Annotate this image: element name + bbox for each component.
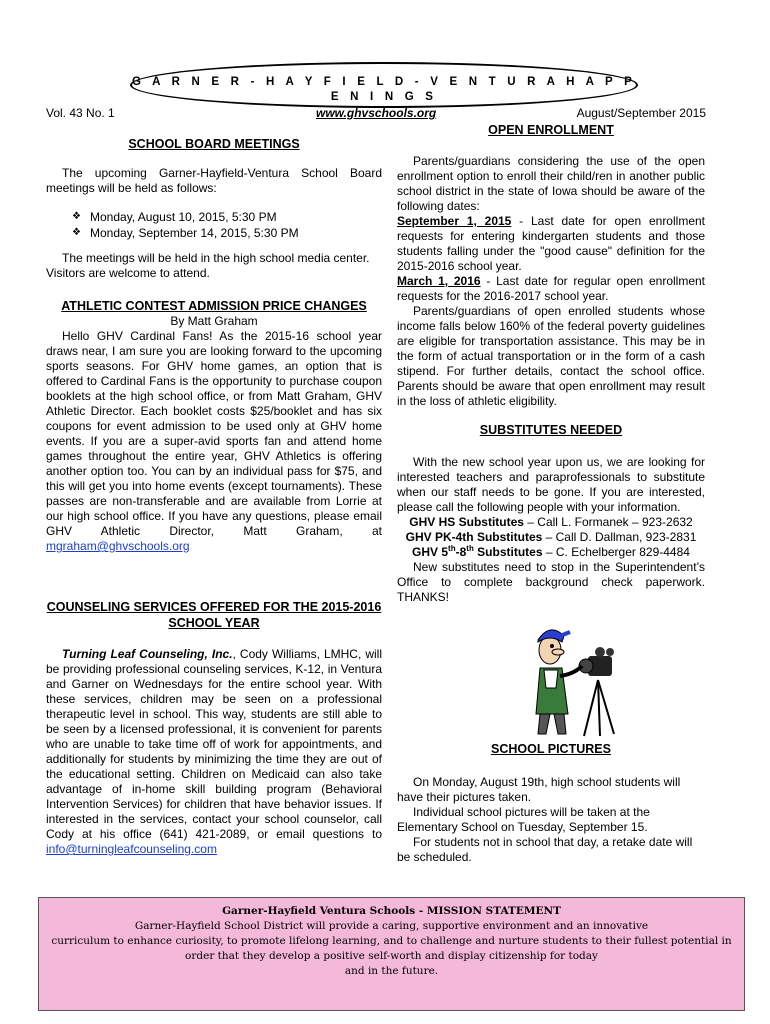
athletic-section (46, 298, 382, 554)
mission-statement-box (38, 897, 745, 1011)
substitutes-section (397, 422, 705, 605)
issue-line (46, 106, 706, 122)
meeting-list (46, 209, 382, 241)
website-link[interactable]: www.ghvschools.org (316, 106, 437, 120)
diamond-bullet-icon: ❖ (72, 227, 81, 238)
counseling-email-link[interactable]: info@turningleafcounseling.com (46, 842, 217, 856)
open-enrollment-date2: March 1, 2016 - Last date for regular open enrollment requests for the 2016-2017 school year. (397, 274, 706, 303)
substitutes-intro: With the new school year upon us, we are looking for interested teachers and paraprofessionals to substitute when our staff needs to be gone. If you are interested, please call the following people with your information. (397, 455, 705, 514)
school-pictures-title: SCHOOL PICTURES (491, 742, 611, 756)
issue-date: August/September 2015 (576, 106, 706, 120)
photographer-cartoon-icon (510, 618, 630, 738)
athletic-title: ATHLETIC CONTEST ADMISSION PRICE CHANGES (61, 299, 367, 313)
school-board-title: SCHOOL BOARD MEETINGS (128, 137, 300, 151)
school-pictures-p1: On Monday, August 19th, high school students will have their pictures taken. (397, 775, 681, 804)
counseling-title: COUNSELING SERVICES OFFERED FOR THE 2015-2016 SCHOOL YEAR (46, 600, 382, 630)
school-pictures-p3: For students not in school that day, a retake date will be scheduled. (397, 835, 693, 864)
substitutes-title: SUBSTITUTES NEEDED (479, 423, 623, 437)
school-board-intro: The upcoming Garner-Hayfield-Ventura School Board meetings will be held as follows: (46, 166, 382, 195)
counseling-org: Turning Leaf Counseling, Inc. (62, 647, 233, 661)
mission-line: curriculum to enhance curiosity, to promote lifelong learning, and to challenge and nurture students to their fullest potential in (51, 935, 732, 947)
substitutes-ms: GHV 5th-8th Substitutes – C. Echelberger 829-4484 (412, 544, 690, 559)
open-enrollment-body: Parents/guardians of open enrolled students whose income falls below 160% of the federal poverty guidelines are eligible for transportation assistance. This may be in the form of actual transportation or in the form of a cash stipend. For further details, contact the school office. Parents should be aware that open enrollment may result in the loss of athletic eligibility. (397, 304, 705, 408)
counseling-body: Turning Leaf Counseling, Inc., Cody Williams, LMHC, will be providing professional counseling services, K-12, in Ventura and Garner on Wednesdays for the entire school year. With these services, children may be seen on a professional therapeutic level in school. This way, students are still able to be seen by a licensed professional, it is convenient for parents who are unable to take time off of work for appointments, and additionally for students by minimizing the time they are out of the educational setting. Children on Medicaid can also take advantage of in-home skill building program (Behavioral Intervention Services) for children that have behavior issues. If interested in the services, contact your school counselor, call Cody at his office (641) 421-2089, or email questions to info@turningleafcounseling.com (46, 647, 383, 856)
open-enrollment-intro: Parents/guardians considering the use of the open enrollment option to enroll their child/ren in another public school district in the state of Iowa should be aware of the following dates: (397, 154, 705, 213)
mission-line: Garner-Hayfield School District will provide a caring, supportive environment and an innovative (134, 920, 649, 932)
open-enrollment-title: OPEN ENROLLMENT (488, 123, 614, 137)
substitutes-pk: GHV PK-4th Substitutes – Call D. Dallman, 923-2831 (405, 530, 697, 544)
athletic-body: Hello GHV Cardinal Fans! As the 2015-16 school year draws near, I am sure you are looking forward to the upcoming sports seasons. For GHV home games, an option that is offered to Cardinal Fans is the opportunity to purchase coupon booklets at the high school office, or from Matt Graham, GHV Athletic Director. Each booklet costs $25/booklet and has six coupons for event admission to be used only at GHV home events. If you are a super-avid sports fan and attend home games throughout the entire year, GHV Athletics is offering another option too. You can by an individual pass for $75, and this will get you into home events (except tournaments). These passes are non-transferable and are available from Lorrie at our high school office. If you have any questions, please email GHV Athletic Director, Matt Graham, at mgraham@ghvschools.org (46, 329, 382, 553)
athletic-email-link[interactable]: mgraham@ghvschools.org (46, 539, 190, 553)
school-pictures-section (397, 741, 705, 865)
list-item: ❖ Monday, September 14, 2015, 5:30 PM (72, 226, 299, 240)
mission-title: Garner-Hayfield Ventura Schools - MISSION STATEMENT (222, 905, 561, 917)
masthead-title: G A R N E R - H A Y F I E L D - V E N T U R A H A P P E N I N G S (132, 76, 636, 103)
athletic-byline: By Matt Graham (170, 314, 258, 328)
mission-line: and in the future. (344, 965, 439, 977)
school-board-section (46, 136, 382, 281)
diamond-bullet-icon: ❖ (72, 211, 81, 222)
open-enrollment-date1: September 1, 2015 - Last date for open enrollment requests for entering kindergarten students and those students falling under the "good cause" definition for the 2015-2016 school year. (397, 214, 705, 273)
open-enrollment-section (397, 122, 705, 409)
substitutes-outro: New substitutes need to stop in the Superintendent’s Office to complete background check paperwork. THANKS! (397, 560, 705, 604)
substitutes-hs: GHV HS Substitutes – Call L. Formanek – 923-2632 (409, 515, 693, 529)
school-board-location: The meetings will be held in the high school media center. Visitors are welcome to attend. (46, 251, 370, 280)
list-item: ❖ Monday, August 10, 2015, 5:30 PM (72, 210, 277, 224)
mission-line: order that they develop a positive self-worth and display citizenship for today (185, 950, 598, 962)
school-pictures-p2: Individual school pictures will be taken at the Elementary School on Tuesday, September 15. (397, 805, 650, 834)
counseling-section (46, 599, 382, 857)
volume-number: Vol. 43 No. 1 (46, 106, 115, 120)
